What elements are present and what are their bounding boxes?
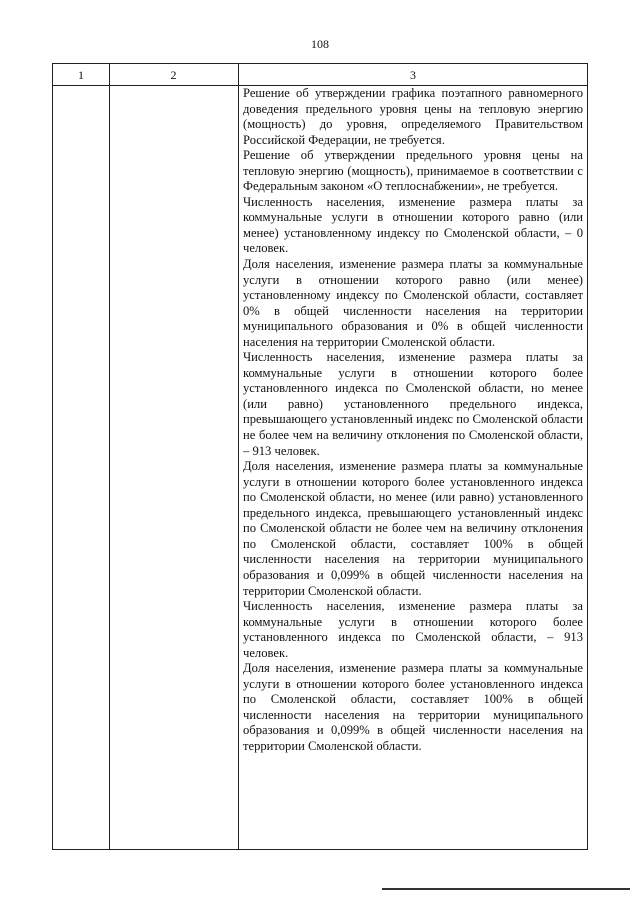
column-divider-1 bbox=[109, 64, 110, 849]
paragraph-share-equal-index: Доля населения, изменение размера платы за коммунальные услуги в отношении которого равно (или менее) установленному индексу по Смоленской области, составляет 0% в общей численности населения на территории муниципального образования и 0% в общей численности населения на территории Смоленской области. bbox=[243, 257, 583, 349]
column-3-content bbox=[238, 86, 587, 849]
table-header-row bbox=[53, 64, 587, 86]
paragraph-population-equal-index: Численность населения, изменение размера платы за коммунальные услуги в отношении которого равно (или менее) установленному индексу по Смоленской области, – 0 человек. bbox=[243, 194, 583, 256]
column-header-2: 2 bbox=[170, 68, 177, 82]
column-header-3: 3 bbox=[410, 68, 416, 82]
page-number: 108 bbox=[311, 37, 329, 51]
paragraph-share-above-index-within-limit: Доля населения, изменение размера платы за коммунальные услуги в отношении которого более установленного индекса по Смоленской области, но менее (или равно) установленного предельного индекса, превышающего установленный индекс по Смоленской области не более чем на величину отклонения по Смоленской области, составляет 100% в общей численности населения на территории муниципального образования и 0,099% в общей численности населения на территории Смоленской области. bbox=[243, 459, 583, 598]
paragraph-price-level-decision: Решение об утверждении предельного уровня цены на тепловую энергию (мощность), принимаемое в соответствии с Федеральным законом «О теплоснабжении», не требуется. bbox=[243, 148, 583, 194]
bottom-rule bbox=[382, 888, 630, 890]
paragraph-population-above-index: Численность населения, изменение размера платы за коммунальные услуги в отношении которого более установленного индекса по Смоленской области, – 913 человек. bbox=[243, 599, 583, 660]
column-header-1: 1 bbox=[78, 68, 84, 82]
document-table bbox=[52, 63, 588, 850]
paragraph-schedule-decision: Решение об утверждении графика поэтапного равномерного доведения предельного уровня цены на тепловую энергию (мощность) до уровня, определяемого Правительством Российской Федерации, не требуется. bbox=[243, 86, 583, 147]
paragraph-population-above-index-within-limit: Численность населения, изменение размера платы за коммунальные услуги в отношении которого более установленного индекса по Смоленской области, но менее (или равно) установленного предельного индекса, превышающего установленный индекс по Смоленской области не более чем на величину отклонения по Смоленской области, – 913 человек. bbox=[243, 350, 583, 458]
paragraph-share-above-index: Доля населения, изменение размера платы за коммунальные услуги в отношении которого более установленного индекса по Смоленской области, составляет 100% в общей численности населения на территории муниципального образования и 0,099% в общей численности населения на территории Смоленской области. bbox=[243, 661, 583, 753]
